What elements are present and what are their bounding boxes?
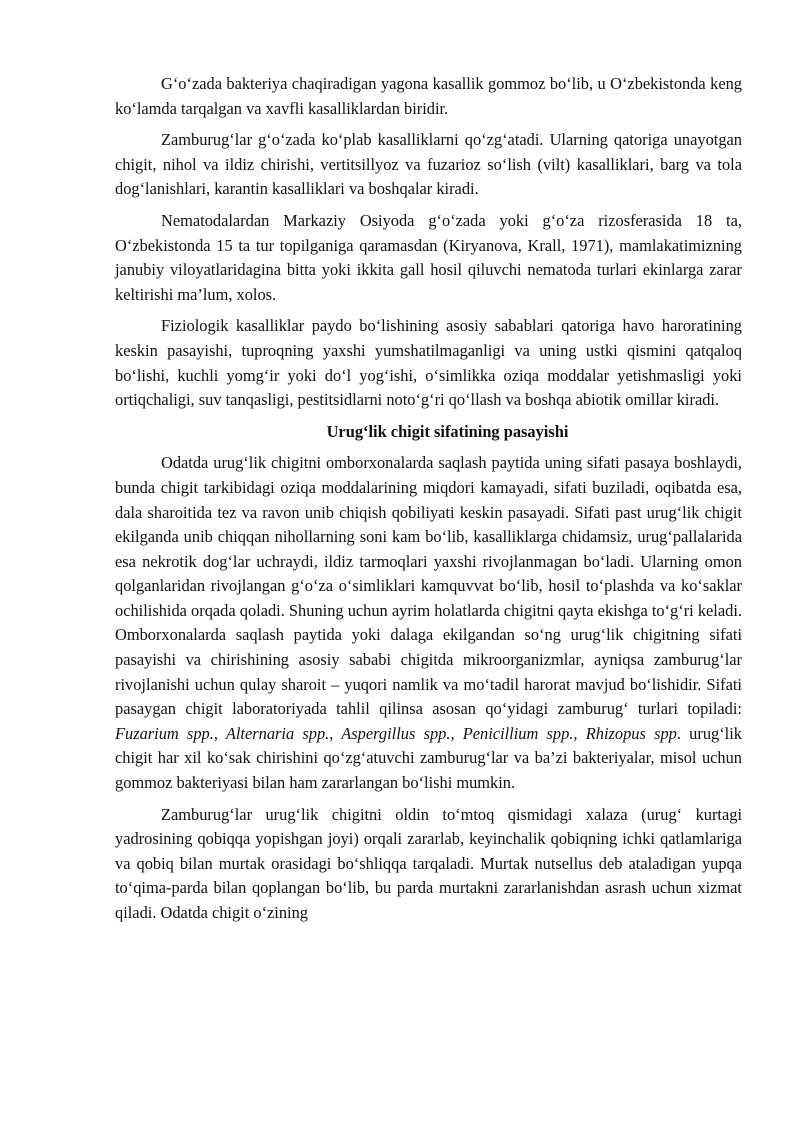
- paragraph-bacterial-disease: G‘o‘zada bakteriya chaqiradigan yagona kasallik gommoz bo‘lib, u O‘zbekistonda keng ko‘lamda tarqalgan va xavfli kasalliklardan biridir.: [115, 74, 742, 118]
- paragraph-seed-quality: [115, 451, 742, 795]
- seed-quality-text-after: . urug‘lik chigit har xil ko‘sak chirishini qo‘zg‘atuvchi zamburug‘lar va ba’zi bakteriyalar, misol uchun gommoz bakteriyasi bilan ham zararlangan bo‘lishi mumkin.: [115, 723, 742, 793]
- paragraph-nematodes: Nematodalardan Markaziy Osiyoda g‘o‘zada yoki g‘o‘za rizosferasida 18 ta, O‘zbekistonda 15 ta tur topilganiga qaramasdan (Kiryanova, Krall, 1971), mamlakatimizning janubiy viloyatlaridagina bitta yoki ikkita gall hosil qiluvchi nematoda turlari ekinlarga zarar keltirishi ma’lum, xolos.: [115, 210, 742, 304]
- paragraph-fungal-diseases: Zamburug‘lar g‘o‘zada ko‘plab kasalliklarni qo‘zg‘atadi. Ularning qatoriga unayotgan chigit, nihol va ildiz chirishi, vertitsillyoz va fuzarioz so‘lish (vilt) kasalliklari, barg va tola dog‘lanishlari, karantin kasalliklari va boshqalar kiradi.: [115, 130, 742, 199]
- seed-quality-text-before: Odatda urug‘lik chigitni omborxonalarda saqlash paytida uning sifati pasaya boshlaydi, bunda chigit tarkibidagi oziqa moddalarining miqdori kamayadi, sifati buziladi, oqibatda esa, dala sharoitida tez va ravon unib chiqish qobiliyati keskin pasayadi. Sifati past urug‘lik chigit ekilganda unib chiqqan nihollarning soni kam bo‘lib, kasalliklarga chidamsiz, urug‘pallalarida esa nekrotik dog‘lar uchraydi, ildiz tarmoqlari yaxshi rivojlanmagan bo‘ladi. Ularning omon qolganlaridan rivojlangan g‘o‘za o‘simliklari kamquvvat bo‘lib, hosil to‘plashda va ko‘saklar ochilishida orqada qoladi. Shuning uchun ayrim holatlarda chigitni qayta ekishga to‘g‘ri keladi. Omborxonalarda saqlash paytida yoki dalaga ekilgandan so‘ng urug‘lik chigitning sifati pasayishi va chirishining asosiy sababi chigitda mikroorganizmlar, ayniqsa zamburug‘lar rivojlanishi uchun qulay sharoit – yuqori namlik va mo‘tadil harorat mavjud bo‘lishidir. Sifati pasaygan chigit laboratoriyada tahlil qilinsa asosan qo‘yidagi zamburug‘ turlari topiladi:: [115, 453, 742, 719]
- fungal-species-list: Fuzarium spp., Alternaria spp., Aspergillus spp., Penicillium spp., Rhizopus spp: [115, 723, 677, 743]
- paragraph-fungal-infection-path: Zamburug‘lar urug‘lik chigitni oldin to‘mtoq qismidagi xalaza (urug‘ kurtagi yadrosining qobiqqa yopishgan joyi) orqali zararlab, keyinchalik qobiqning ichki qatlamlariga va qobiq bilan murtak orasidagi bo‘shliqqa tarqaladi. Murtak nutsellus deb ataladigan yupqa to‘qima-parda bilan qoplangan bo‘lib, bu parda murtakni zararlanishdan asrash uchun xizmat qiladi. Odatda chigit o‘zining: [115, 804, 742, 922]
- section-heading: Urug‘lik chigit sifatining pasayishi: [326, 421, 569, 441]
- paragraph-physiological-diseases: Fiziologik kasalliklar paydo bo‘lishining asosiy sabablari qatoriga havo haroratining keskin pasayishi, tuproqning yaxshi yumshatilmaganligi va uning ustki qismini qatqaloq bo‘lishi, kuchli yomg‘ir yoki do‘l yog‘ishi, o‘simlikka oziqa moddalar yetishmasligi yoki ortiqchaligi, suv tanqasligi, pestitsidlarni noto‘g‘ri qo‘llash va boshqa abiotik omillar kiradi.: [115, 316, 742, 410]
